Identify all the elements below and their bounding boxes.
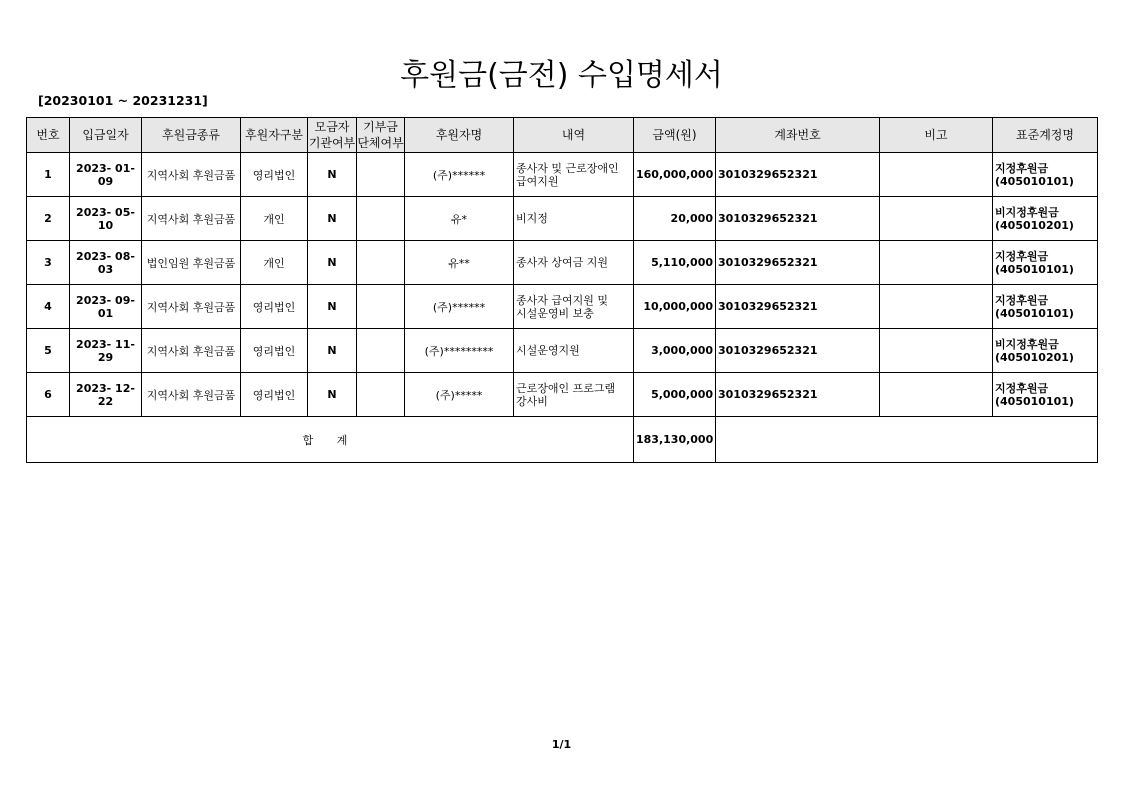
cell-group xyxy=(357,329,405,373)
std-account-name: 비지정후원금 xyxy=(995,337,1059,351)
cell-std-account xyxy=(993,285,1098,329)
page-number: 1/1 xyxy=(551,738,572,751)
header-agency-line1: 모금자 xyxy=(314,120,350,134)
cell-date: 2023- 11- 29 xyxy=(70,329,142,373)
cell-account: 3010329652321 xyxy=(716,153,880,197)
cell-account: 3010329652321 xyxy=(716,241,880,285)
header-group-line2: 단체여부 xyxy=(357,136,404,150)
header-agency-line2: 기관여부 xyxy=(308,136,356,150)
cell-details: 근로장애인 프로그램 강사비 xyxy=(514,373,634,417)
cell-note xyxy=(880,241,993,285)
cell-note xyxy=(880,329,993,373)
total-amount: 183,130,000 xyxy=(634,417,716,463)
cell-group xyxy=(357,197,405,241)
header-agency xyxy=(308,118,357,153)
std-account-name: 지정후원금 xyxy=(995,293,1049,307)
table-row xyxy=(27,373,1098,417)
cell-account: 3010329652321 xyxy=(716,285,880,329)
total-label: 합 계 xyxy=(27,417,634,463)
document-title: 후원금(금전) 수입명세서 xyxy=(400,58,723,93)
std-account-code: (405010101) xyxy=(995,262,1074,276)
cell-amount: 10,000,000 xyxy=(634,285,716,329)
cell-agency: N xyxy=(308,373,357,417)
cell-no: 3 xyxy=(27,241,70,285)
header-details: 내역 xyxy=(514,118,634,153)
cell-no: 1 xyxy=(27,153,70,197)
cell-details: 종사자 상여금 지원 xyxy=(514,241,634,285)
cell-details: 비지정 xyxy=(514,197,634,241)
cell-details: 종사자 급여지원 및 시설운영비 보충 xyxy=(514,285,634,329)
header-account: 계좌번호 xyxy=(716,118,880,153)
cell-type: 지역사회 후원금품 xyxy=(142,329,241,373)
cell-type: 지역사회 후원금품 xyxy=(142,285,241,329)
cell-agency: N xyxy=(308,153,357,197)
cell-note xyxy=(880,197,993,241)
cell-group xyxy=(357,241,405,285)
cell-details: 시설운영지원 xyxy=(514,329,634,373)
cell-note xyxy=(880,153,993,197)
cell-amount: 5,110,000 xyxy=(634,241,716,285)
cell-group xyxy=(357,373,405,417)
period-range: [20230101 ~ 20231231] xyxy=(38,93,208,108)
cell-account: 3010329652321 xyxy=(716,329,880,373)
header-group-line1: 기부금 xyxy=(363,120,398,134)
cell-std-account xyxy=(993,373,1098,417)
cell-std-account xyxy=(993,153,1098,197)
cell-amount: 20,000 xyxy=(634,197,716,241)
cell-amount: 160,000,000 xyxy=(634,153,716,197)
cell-note xyxy=(880,285,993,329)
cell-account: 3010329652321 xyxy=(716,197,880,241)
cell-std-account xyxy=(993,329,1098,373)
table-row xyxy=(27,153,1098,197)
cell-group xyxy=(357,153,405,197)
cell-note xyxy=(880,373,993,417)
cell-account: 3010329652321 xyxy=(716,373,880,417)
table-row xyxy=(27,197,1098,241)
total-blank xyxy=(716,417,1098,463)
cell-donor-class: 영리법인 xyxy=(241,329,308,373)
std-account-name: 지정후원금 xyxy=(995,249,1049,263)
header-date: 입금일자 xyxy=(70,118,142,153)
cell-no: 5 xyxy=(27,329,70,373)
std-account-name: 비지정후원금 xyxy=(995,205,1059,219)
table-row xyxy=(27,241,1098,285)
std-account-name: 지정후원금 xyxy=(995,381,1049,395)
header-group xyxy=(357,118,405,153)
cell-donor-class: 영리법인 xyxy=(241,373,308,417)
cell-agency: N xyxy=(308,329,357,373)
cell-donor-name: (주)********* xyxy=(405,329,514,373)
std-account-code: (405010201) xyxy=(995,218,1074,232)
cell-donor-class: 영리법인 xyxy=(241,153,308,197)
cell-donor-name: (주)****** xyxy=(405,153,514,197)
header-type: 후원금종류 xyxy=(142,118,241,153)
cell-donor-class: 영리법인 xyxy=(241,285,308,329)
cell-agency: N xyxy=(308,197,357,241)
cell-std-account xyxy=(993,197,1098,241)
std-account-code: (405010101) xyxy=(995,306,1074,320)
cell-date: 2023- 05- 10 xyxy=(70,197,142,241)
header-note: 비고 xyxy=(880,118,993,153)
header-amount: 금액(원) xyxy=(634,118,716,153)
std-account-code: (405010101) xyxy=(995,174,1074,188)
header-donor-name: 후원자명 xyxy=(405,118,514,153)
cell-no: 6 xyxy=(27,373,70,417)
header-no: 번호 xyxy=(27,118,70,153)
cell-type: 법인임원 후원금품 xyxy=(142,241,241,285)
cell-date: 2023- 01- 09 xyxy=(70,153,142,197)
table-header-row xyxy=(27,118,1098,153)
table-row xyxy=(27,285,1098,329)
cell-amount: 5,000,000 xyxy=(634,373,716,417)
cell-agency: N xyxy=(308,241,357,285)
cell-type: 지역사회 후원금품 xyxy=(142,153,241,197)
cell-donor-name: (주)****** xyxy=(405,285,514,329)
cell-std-account xyxy=(993,241,1098,285)
cell-donor-class: 개인 xyxy=(241,197,308,241)
cell-type: 지역사회 후원금품 xyxy=(142,197,241,241)
cell-no: 4 xyxy=(27,285,70,329)
header-std-account: 표준계정명 xyxy=(993,118,1098,153)
cell-type: 지역사회 후원금품 xyxy=(142,373,241,417)
cell-donor-name: 유** xyxy=(405,241,514,285)
cell-amount: 3,000,000 xyxy=(634,329,716,373)
cell-agency: N xyxy=(308,285,357,329)
cell-date: 2023- 09- 01 xyxy=(70,285,142,329)
cell-date: 2023- 08- 03 xyxy=(70,241,142,285)
cell-donor-name: 유* xyxy=(405,197,514,241)
std-account-name: 지정후원금 xyxy=(995,161,1049,175)
std-account-code: (405010201) xyxy=(995,350,1074,364)
cell-no: 2 xyxy=(27,197,70,241)
table-row xyxy=(27,329,1098,373)
header-donor-class: 후원자구분 xyxy=(241,118,308,153)
total-row xyxy=(27,417,1098,463)
cell-details: 종사자 및 근로장애인 급여지원 xyxy=(514,153,634,197)
std-account-code: (405010101) xyxy=(995,394,1074,408)
cell-date: 2023- 12- 22 xyxy=(70,373,142,417)
cell-group xyxy=(357,285,405,329)
donation-income-table xyxy=(26,117,1098,463)
cell-donor-name: (주)***** xyxy=(405,373,514,417)
cell-donor-class: 개인 xyxy=(241,241,308,285)
